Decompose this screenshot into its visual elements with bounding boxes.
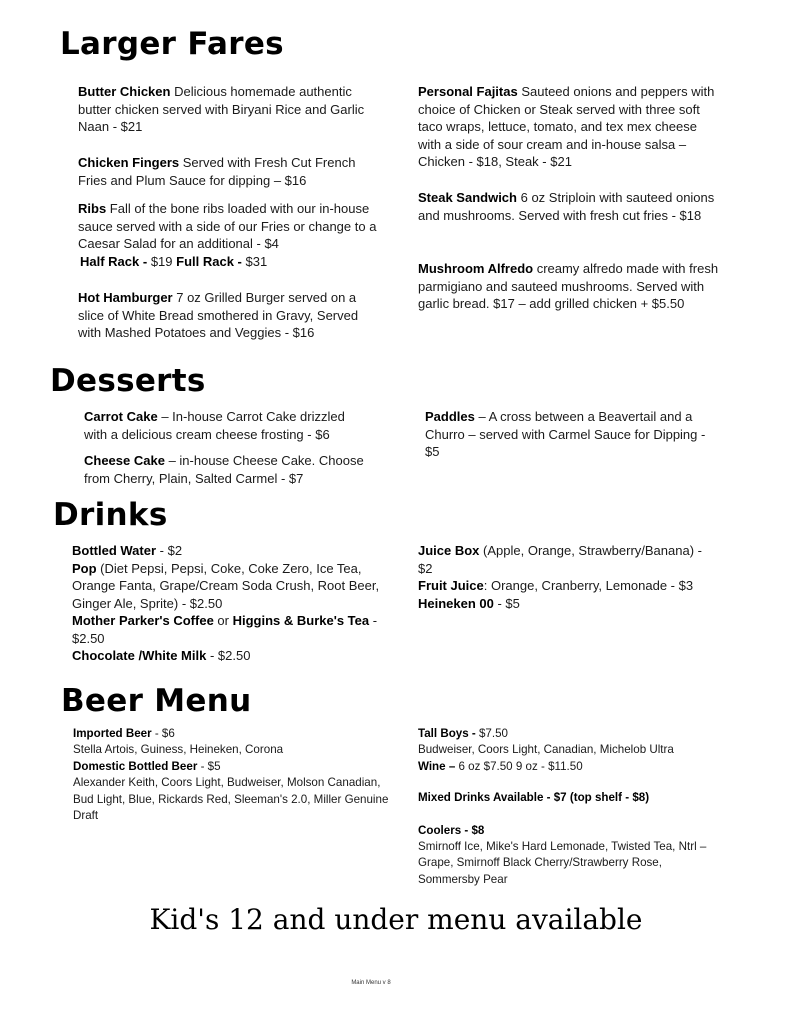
item-name: Coolers - $8 [418,823,485,837]
item-name: Heineken 00 [418,595,494,611]
item-description: – in-house Cheese Cake. Choose from Cherry, Plain, Salted Carmel - $7 [84,453,364,486]
drinks-right-column [418,542,718,612]
ribs-item [78,200,378,270]
item-name: Pop [72,560,97,576]
item-name: Domestic Bottled Beer [73,759,198,773]
item-price: 6 oz $7.50 9 oz - $11.50 [455,759,583,773]
item-description: 6 oz Striploin with sauteed onions and mushrooms. Served with fresh cut fries - $18 [418,190,715,223]
full-rack-label: Full Rack - [176,253,242,269]
juice-box-item [418,542,718,577]
paddles-item [425,408,720,461]
fruit-juice-item [418,577,718,595]
item-description: creamy alfredo made with fresh parmigiano and sauteed mushrooms. Served with garlic bread. $17 – add grilled chicken + $5.50 [418,261,719,311]
item-name: Chicken Fingers [78,155,180,170]
domestic-beer-list: Alexander Keith, Coors Light, Budweiser, Molson Canadian, Bud Light, Blue, Rickards Red, Sleeman's 2.0, Miller Genuine Draft [73,776,389,823]
item-name: Bottled Water [72,543,157,558]
cheese-cake-item [84,452,364,487]
desserts-heading: Desserts [50,363,206,399]
item-description: 7 oz Grilled Burger served on a slice of White Bread smothered in Gravy, Served with Mashed Potatoes and Veggies - $16 [78,290,359,340]
milk-item [72,647,407,665]
item-name: Wine – [418,759,456,773]
menu-version: Main Menu v 8 [351,980,391,986]
beer-menu-heading: Beer Menu [61,683,252,719]
item-description: Served with Fresh Cut French Fries and Plum Sauce for dipping – $16 [78,155,356,188]
item-description: - $2 [156,543,183,558]
item-description: Delicious homemade authentic butter chicken served with Biryani Rice and Garlic Naan - $21 [78,84,365,134]
wine-item [418,759,718,775]
heineken-00-item [418,595,718,613]
item-name: Carrot Cake [84,409,158,424]
tall-boys-item [418,726,718,742]
beer-left-column [73,726,398,824]
item-name: Paddles [425,409,475,424]
item-name: Juice Box [418,543,480,558]
coffee-tea-item [72,612,407,647]
imported-beer-item [73,726,398,742]
item-name: Steak Sandwich [418,190,517,205]
kids-menu-note: Kid's 12 and under menu available [149,903,643,936]
drinks-heading: Drinks [53,497,168,533]
item-name: Fruit Juice [418,578,484,593]
larger-fares-heading: Larger Fares [60,26,284,62]
coolers-list: Smirnoff Ice, Mike's Hard Lemonade, Twisted Tea, Ntrl – Grape, Smirnoff Black Cherry/Strawberry Rose, Sommersby Pear [418,840,707,886]
full-rack-price: $31 [241,253,268,269]
item-description: (Diet Pepsi, Pepsi, Coke, Coke Zero, Ice Tea, Orange Fanta, Grape/Cream Soda Crush, Root Beer, Ginger Ale, Sprite) - $2.50 [72,560,380,611]
item-name: Personal Fajitas [418,84,518,99]
item-price: - $6 [151,727,175,740]
item-name: Mother Parker's Coffee [72,613,214,628]
item-name: Higgins & Burke's Tea [232,613,370,628]
half-rack-price: $19 [147,253,177,269]
pop-item [72,560,407,613]
item-description: (Apple, Orange, Strawberry/Banana) - $2 [418,543,702,576]
item-name: Ribs [78,201,107,216]
item-description: - $5 [493,595,520,611]
item-price: $7.50 [475,727,508,740]
tall-boys-list: Budweiser, Coors Light, Canadian, Michelob Ultra [418,743,674,757]
imported-beer-list: Stella Artois, Guiness, Heineken, Corona [73,743,284,757]
item-description: - $2.50 [206,648,251,663]
item-price: - $5 [197,759,221,773]
item-description: : Orange, Cranberry, Lemonade - $3 [483,578,694,593]
item-description: Fall of the bone ribs loaded with our in-house sauce served with a side of our Fries or change to a Caesar Salad for an additional - $4 [78,201,377,251]
steak-sandwich-item [418,189,718,224]
item-name: Cheese Cake [84,453,165,468]
item-name: Butter Chicken [78,84,171,99]
beer-right-column [418,726,718,888]
drinks-left-column [72,542,407,665]
item-description: – In-house Carrot Cake drizzled with a delicious cream cheese frosting - $6 [84,409,345,442]
item-name: Mixed Drinks Available - $7 (top shelf - $8) [418,791,650,805]
bottled-water-item [72,542,407,560]
item-description: Sauteed onions and peppers with choice of Chicken or Steak served with three soft taco wraps, lettuce, tomato, and tex mex cheese with a side of sour cream and in-house salsa – Chicken - $18, Steak - $21 [418,84,715,169]
personal-fajitas-item [418,83,723,171]
mushroom-alfredo-item [418,260,723,313]
butter-chicken-item [78,83,378,136]
item-description: – A cross between a Beavertail and a Churro – served with Carmel Sauce for Dipping - $5 [425,409,706,459]
item-name: Chocolate /White Milk [72,648,207,663]
item-description: - $2.50 [72,613,378,646]
item-connector: or [213,613,233,628]
coolers-item [418,823,718,839]
hot-hamburger-item [78,289,378,342]
domestic-beer-item [73,759,398,775]
item-name: Imported Beer [73,727,152,740]
item-name: Hot Hamburger [78,290,173,305]
mixed-drinks-item [418,790,718,806]
item-name: Tall Boys - [418,727,476,740]
half-rack-label: Half Rack - [80,253,148,269]
chicken-fingers-item [78,154,368,189]
carrot-cake-item [84,408,359,443]
item-name: Mushroom Alfredo [418,261,534,276]
